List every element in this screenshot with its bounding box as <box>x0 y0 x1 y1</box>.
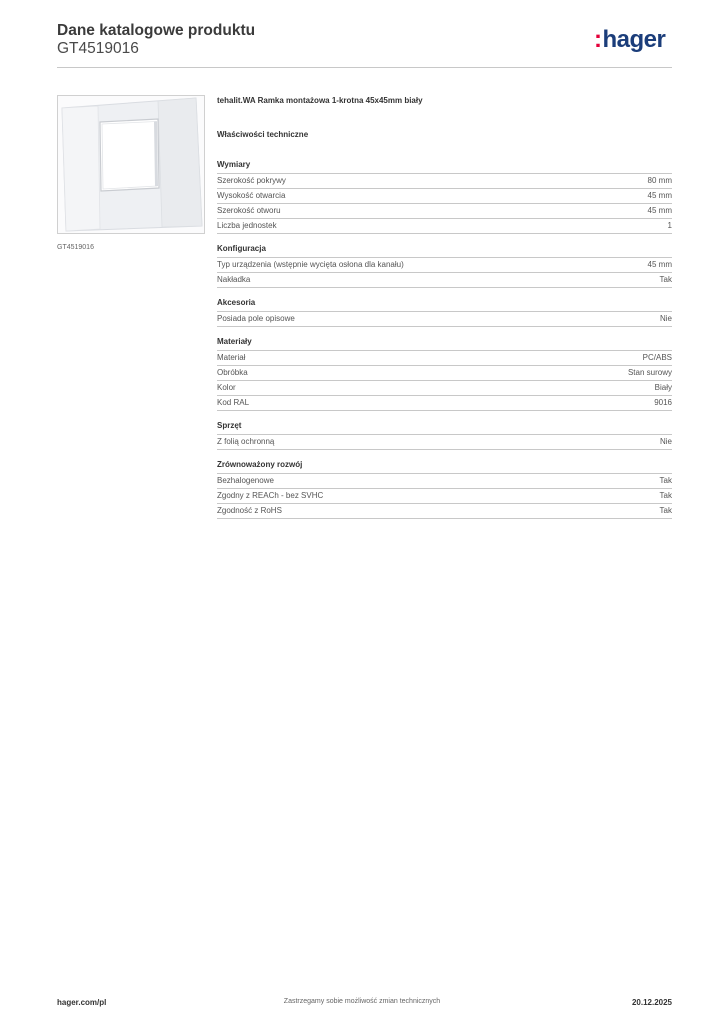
row-value: 9016 <box>654 398 672 407</box>
group-heading: Sprzęt <box>217 420 672 435</box>
row-value: Tak <box>659 506 672 515</box>
row-label: Z folią ochronną <box>217 437 275 446</box>
row-label: Zgodny z REACh - bez SVHC <box>217 491 324 500</box>
hager-logo[interactable] <box>594 26 665 54</box>
row-value: PC/ABS <box>642 353 672 362</box>
footer-website-link[interactable]: hager.com/pl <box>57 998 107 1007</box>
row-value: Nie <box>659 314 672 323</box>
table-row <box>217 489 672 504</box>
row-label: Obróbka <box>217 368 248 377</box>
table-row <box>217 474 672 489</box>
table-row <box>217 219 672 234</box>
table-row <box>217 396 672 411</box>
row-label: Kod RAL <box>217 398 250 407</box>
footer-notice: Zastrzegamy sobie możliwość zmian technicznych <box>283 998 441 1005</box>
properties-heading: Właściwości techniczne <box>217 130 309 139</box>
product-code: GT4519016 <box>57 40 139 57</box>
table-row <box>217 504 672 519</box>
group-heading: Zrównoważony rozwój <box>217 459 672 474</box>
row-value: 45 mm <box>647 191 672 200</box>
footer-date: 20.12.2025 <box>631 998 672 1007</box>
document-title: Dane katalogowe produktu <box>57 22 256 39</box>
group-heading: Materiały <box>217 336 672 351</box>
row-value: 80 mm <box>647 176 672 185</box>
table-row <box>217 204 672 219</box>
row-label: Szerokość pokrywy <box>217 176 286 185</box>
row-value: 1 <box>667 221 672 230</box>
row-value: 45 mm <box>647 260 672 269</box>
row-label: Wysokość otwarcia <box>217 191 286 200</box>
row-value: 45 mm <box>647 206 672 215</box>
property-group <box>217 159 672 234</box>
header-divider <box>57 67 672 68</box>
table-row <box>217 381 672 396</box>
property-group <box>217 420 672 450</box>
logo-wordmark: hager <box>602 26 666 53</box>
table-row <box>217 366 672 381</box>
product-image <box>57 95 205 234</box>
row-value: Biały <box>654 383 672 392</box>
row-label: Kolor <box>217 383 236 392</box>
table-row <box>217 258 672 273</box>
property-group <box>217 243 672 288</box>
row-value: Tak <box>659 491 672 500</box>
table-row <box>217 189 672 204</box>
group-heading: Wymiary <box>217 159 672 174</box>
row-label: Bezhalogenowe <box>217 476 274 485</box>
product-title: tehalit.WA Ramka montażowa 1-krotna 45x45mm biały <box>217 96 423 105</box>
group-heading: Akcesoria <box>217 297 672 312</box>
property-group <box>217 336 672 411</box>
table-row <box>217 435 672 450</box>
product-details <box>217 96 672 519</box>
row-label: Posiada pole opisowe <box>217 314 295 323</box>
row-value: Tak <box>659 476 672 485</box>
image-caption: GT4519016 <box>57 244 94 251</box>
property-group <box>217 459 672 519</box>
property-group <box>217 297 672 327</box>
table-row <box>217 351 672 366</box>
row-label: Materiał <box>217 353 246 362</box>
row-value: Tak <box>659 275 672 284</box>
row-label: Nakładka <box>217 275 251 284</box>
row-label: Typ urządzenia (wstępnie wycięta osłona dla kanału) <box>217 260 404 269</box>
frame-product-photo-icon <box>58 96 204 233</box>
table-row <box>217 273 672 288</box>
table-row <box>217 312 672 327</box>
table-row <box>217 174 672 189</box>
row-value: Nie <box>659 437 672 446</box>
row-label: Zgodność z RoHS <box>217 506 282 515</box>
row-label: Liczba jednostek <box>217 221 277 230</box>
logo-mark-icon: : <box>594 26 602 53</box>
row-label: Szerokość otworu <box>217 206 281 215</box>
group-heading: Konfiguracja <box>217 243 672 258</box>
row-value: Stan surowy <box>627 368 672 377</box>
